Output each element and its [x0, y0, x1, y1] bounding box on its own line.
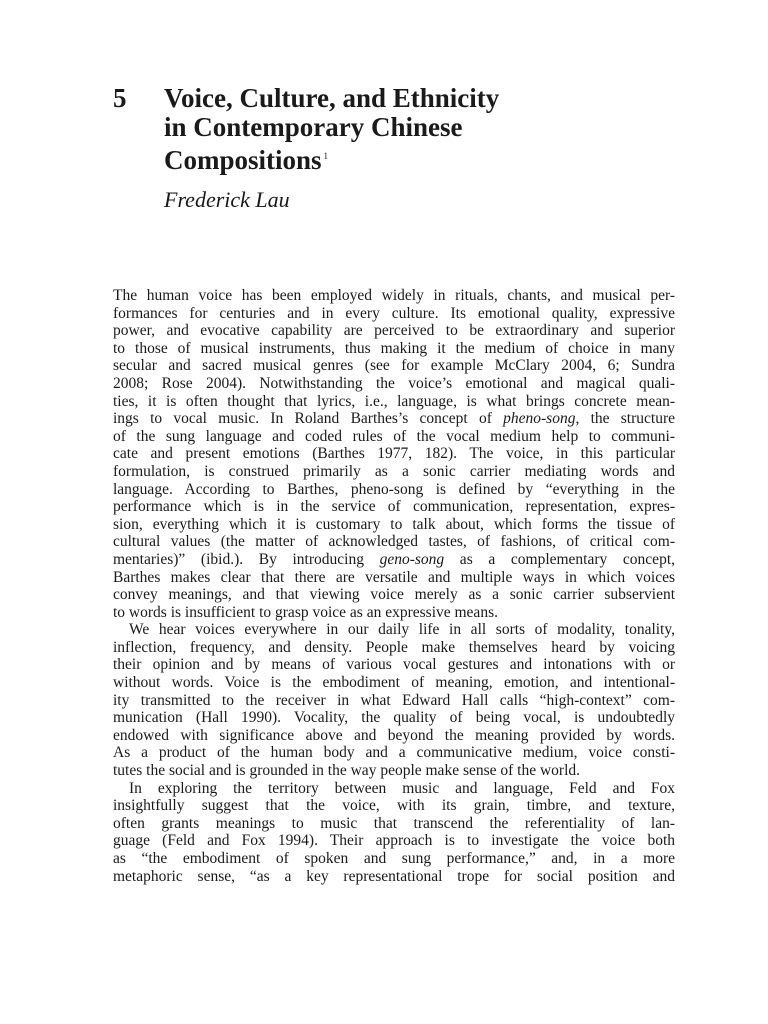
text-line: performance which is in the service of communication, representation, expres- — [113, 498, 675, 516]
text-line: munication (Hall 1990). Vocality, the quality of being vocal, is undoubtedly — [113, 709, 675, 727]
text-line: In exploring the territory between music and language, Feld and Fox — [129, 779, 675, 797]
footnote-marker[interactable]: 1 — [323, 151, 329, 161]
text-line: metaphoric sense, “as a key representational trope for social position and — [113, 867, 675, 885]
text-line: sion, everything which it is customary to talk about, which forms the tissue of — [113, 515, 675, 533]
text-line: language. According to Barthes, pheno-song is defined by “everything in the — [113, 480, 675, 498]
text-line: The human voice has been employed widely in rituals, chants, and musical per- — [113, 287, 675, 304]
text-line: endowed with significance above and beyond the meaning provided by words. — [113, 726, 675, 744]
text-line: to those of musical instruments, thus making it the medium of choice in many — [113, 339, 675, 357]
text-line: as “the embodiment of spoken and sung performance,” and, in a more — [113, 850, 675, 867]
text-line: cate and present emotions (Barthes 1977, 182). The voice, in this particular — [113, 445, 675, 463]
text-line: cultural values (the matter of acknowledged tastes, of fashions, of critical com- — [113, 533, 675, 551]
paragraph — [113, 287, 675, 621]
paragraph — [113, 780, 675, 886]
chapter-title-line — [164, 142, 724, 175]
text-line: formulation, is construed primarily as a sonic carrier mediating words and — [113, 462, 675, 480]
text-line: ties, it is often thought that lyrics, i.e., language, is what brings concrete mean- — [113, 392, 675, 410]
text-line: their opinion and by means of various vocal gestures and intonations with or — [113, 656, 675, 674]
text-line: without words. Voice is the embodiment of meaning, emotion, and intentional- — [113, 674, 675, 692]
text-line: formances for centuries and in every culture. Its emotional quality, expressive — [113, 304, 675, 322]
text-line: of the sung language and coded rules of the vocal medium help to communi- — [113, 427, 675, 445]
text-line: We hear voices everywhere in our daily life in all sorts of modality, tonality, — [129, 621, 675, 639]
body-text — [113, 287, 675, 885]
text-line: 2008; Rose 2004). Notwithstanding the voice’s emotional and magical quali- — [113, 374, 675, 392]
text-line: ings to vocal music. In Roland Barthes’s concept of pheno-song, the structure — [113, 410, 675, 428]
text-line: insightfully suggest that the voice, with its grain, timbre, and texture, — [113, 797, 675, 815]
text-line: often grants meanings to music that transcend the referentiality of lan- — [113, 814, 675, 832]
text-line: mentaries)” (ibid.). By introducing geno-song as a complementary concept, — [113, 550, 675, 568]
paragraph — [113, 621, 675, 779]
chapter-title-line: in Contemporary Chinese — [164, 112, 463, 142]
text-line: secular and sacred musical genres (see for example McClary 2004, 6; Sundra — [113, 357, 675, 375]
text-line: As a product of the human body and a communicative medium, voice consti- — [113, 744, 675, 762]
text-line: convey meanings, and that viewing voice merely as a sonic carrier subservient — [113, 586, 675, 604]
author-name: Frederick Lau — [164, 187, 290, 212]
text-line: ity transmitted to the receiver in what Edward Hall calls “high-context” com- — [113, 691, 675, 709]
text-line: Barthes makes clear that there are versatile and multiple ways in which voices — [113, 568, 675, 586]
text-line: to words is insufficient to grasp voice as an expressive means. — [113, 603, 498, 621]
text-line: power, and evocative capability are perceived to be extraordinary and superior — [113, 322, 675, 340]
text-line: guage (Feld and Fox 1994). Their approach is to investigate the voice both — [113, 832, 675, 850]
chapter-title-line: Voice, Culture, and Ethnicity — [164, 83, 500, 113]
text-line: tutes the social and is grounded in the way people make sense of the world. — [113, 762, 581, 780]
chapter-number: 5 — [113, 83, 127, 113]
chapter-title — [164, 84, 724, 175]
chapter-title-line-text: Compositions — [164, 145, 322, 175]
text-line: inflection, frequency, and density. People make themselves heard by voicing — [113, 638, 675, 656]
